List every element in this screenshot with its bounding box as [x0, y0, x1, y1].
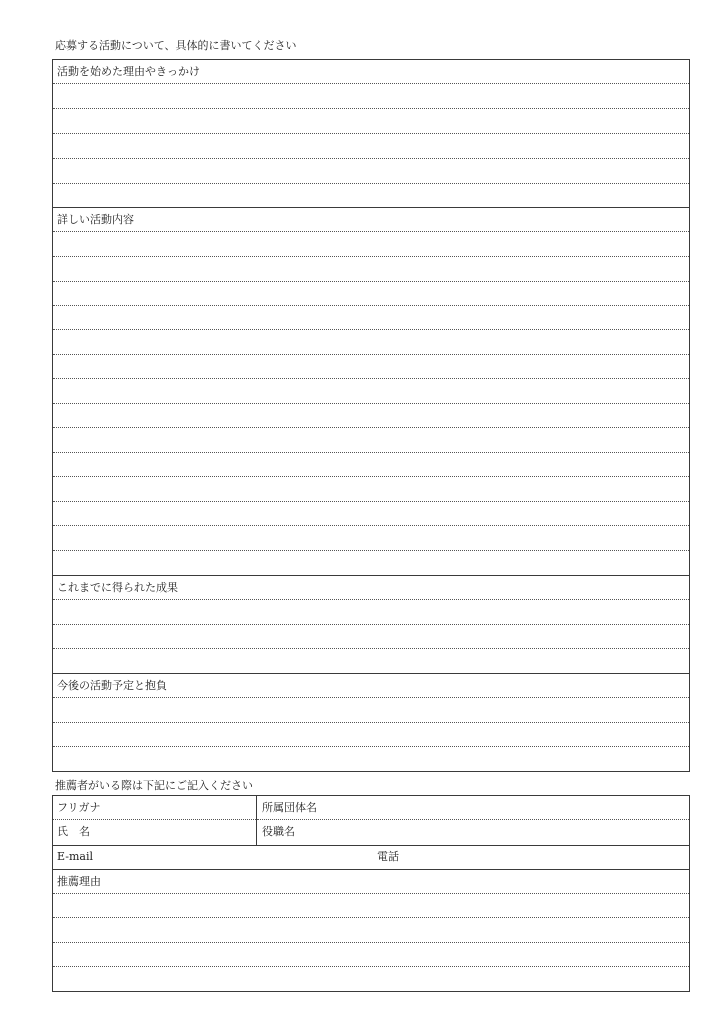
writing-line[interactable] [53, 305, 689, 306]
furigana-underline[interactable] [53, 819, 256, 820]
writing-line[interactable] [53, 158, 689, 159]
organization-underline[interactable] [257, 819, 689, 820]
writing-line[interactable] [53, 329, 689, 330]
writing-line[interactable] [53, 133, 689, 134]
writing-line[interactable] [53, 722, 689, 723]
writing-line[interactable] [53, 83, 689, 84]
writing-line[interactable] [53, 378, 689, 379]
section-divider [53, 207, 689, 208]
writing-line[interactable] [53, 550, 689, 551]
column-divider [256, 796, 257, 845]
row-divider [53, 845, 689, 846]
main-heading: 応募する活動について、具体的に書いてください [55, 39, 297, 52]
position-label: 役職名 [262, 825, 295, 838]
writing-line[interactable] [53, 354, 689, 355]
writing-line[interactable] [53, 403, 689, 404]
writing-line[interactable] [53, 697, 689, 698]
section-divider [53, 575, 689, 576]
organization-label: 所属団体名 [262, 801, 317, 814]
writing-line[interactable] [53, 476, 689, 477]
writing-line[interactable] [53, 281, 689, 282]
writing-line[interactable] [53, 501, 689, 502]
writing-line[interactable] [53, 231, 689, 232]
writing-line[interactable] [53, 648, 689, 649]
writing-line[interactable] [53, 525, 689, 526]
section-future-label: 今後の活動予定と抱負 [57, 679, 167, 692]
reason-label: 推薦理由 [57, 875, 101, 888]
phone-label: 電話 [377, 850, 399, 863]
writing-line[interactable] [53, 427, 689, 428]
writing-line[interactable] [53, 108, 689, 109]
writing-line[interactable] [53, 942, 689, 943]
row-divider [53, 869, 689, 870]
writing-line[interactable] [53, 624, 689, 625]
name-label: 氏 名 [57, 825, 90, 838]
application-form-box [52, 59, 690, 772]
writing-line[interactable] [53, 746, 689, 747]
section-details-label: 詳しい活動内容 [57, 213, 134, 226]
writing-line[interactable] [53, 599, 689, 600]
writing-line[interactable] [53, 966, 689, 967]
writing-line[interactable] [53, 256, 689, 257]
furigana-label: フリガナ [57, 801, 101, 814]
writing-line[interactable] [53, 183, 689, 184]
writing-line[interactable] [53, 452, 689, 453]
writing-line[interactable] [53, 893, 689, 894]
section-divider [53, 673, 689, 674]
writing-line[interactable] [53, 917, 689, 918]
recommender-heading: 推薦者がいる際は下記にご記入ください [55, 779, 253, 792]
section-results-label: これまでに得られた成果 [57, 581, 178, 594]
section-reason-label: 活動を始めた理由やきっかけ [57, 65, 200, 78]
email-label: E-mail [57, 850, 93, 863]
